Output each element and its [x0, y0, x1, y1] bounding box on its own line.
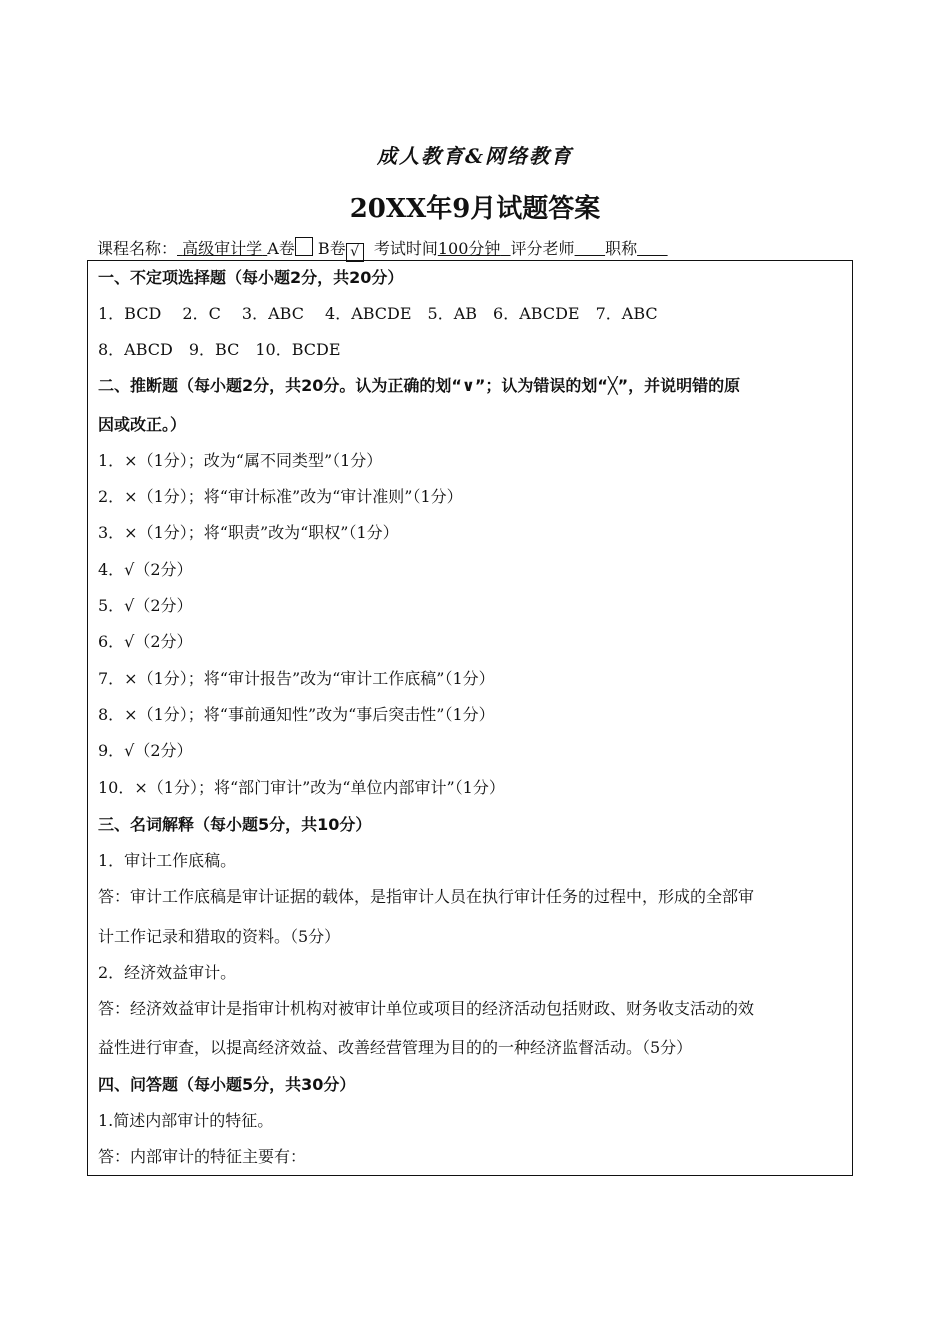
- exam-time-value: 100分钟: [437, 239, 501, 258]
- section-2-answer-4: 4．√（2分）: [98, 560, 193, 579]
- section-2-title-line-1: 二、推断题（每小题2分，共20分。认为正确的划“∨”；认为错误的划“╳”，并说明错的原: [98, 376, 741, 395]
- paper-b-label: B卷: [317, 239, 346, 258]
- course-info-line: [97, 236, 897, 262]
- section-2-answer-1: 1．×（1分）；改为“属不同类型”（1分）: [98, 451, 383, 470]
- job-title-blank: [637, 239, 668, 258]
- grader-blank: [575, 239, 606, 258]
- paper-a-label: A卷: [267, 239, 295, 258]
- section-4-question-1: 1.简述内部审计的特征。: [98, 1111, 274, 1130]
- section-2-answer-3: 3．×（1分）；将“职责”改为“职权”（1分）: [98, 523, 399, 542]
- section-3-answer-2-line-1: 答：经济效益审计是指审计机构对被审计单位或项目的经济活动包括财政、财务收支活动的效: [98, 999, 755, 1018]
- section-3-answer-1-line-1: 答：审计工作底稿是审计证据的载体，是指审计人员在执行审计任务的过程中，形成的全部审: [98, 887, 755, 906]
- section-3-question-2: 2．经济效益审计。: [98, 963, 237, 982]
- section-1-title: 一、不定项选择题（每小题2分，共20分）: [98, 268, 404, 287]
- exam-time-label: 考试时间: [373, 239, 438, 258]
- section-3-title: 三、名词解释（每小题5分，共10分）: [98, 815, 372, 834]
- institution-name: 成人教育&网络教育: [376, 144, 574, 168]
- job-title-label: 职称: [605, 239, 638, 258]
- section-2-answer-7: 7．×（1分）；将“审计报告”改为“审计工作底稿”（1分）: [98, 669, 495, 688]
- section-4-title: 四、问答题（每小题5分，共30分）: [98, 1075, 356, 1094]
- answer-sheet-box: [87, 260, 853, 1176]
- section-2-answer-5: 5．√（2分）: [98, 596, 193, 615]
- section-2-title-line-2: 因或改正。）: [98, 415, 187, 434]
- section-2-answer-10: 10．×（1分）；将“部门审计”改为“单位内部审计”（1分）: [98, 778, 505, 797]
- section-2-answer-6: 6．√（2分）: [98, 632, 193, 651]
- section-1-answers-row-1: 1．BCD 2．C 3．ABC 4．ABCDE 5．AB 6．ABCDE 7．ABC: [98, 304, 658, 323]
- section-2-answer-2: 2．×（1分）；将“审计标准”改为“审计准则”（1分）: [98, 487, 463, 506]
- section-3-answer-2-line-2: 益性进行审查，以提高经济效益、改善经营管理为目的的一种经济监督活动。（5分）: [98, 1038, 693, 1057]
- section-3-answer-1-line-2: 计工作记录和猎取的资料。（5分）: [98, 927, 341, 946]
- section-2-answer-8: 8．×（1分）；将“事前通知性”改为“事后突击性”（1分）: [98, 705, 495, 724]
- section-4-answer-1: 答：内部审计的特征主要有：: [98, 1147, 307, 1166]
- section-1-answers-row-2: 8．ABCD 9．BC 10．BCDE: [98, 340, 341, 359]
- grader-label: 评分老师: [510, 239, 575, 258]
- course-label: 课程名称：: [97, 239, 178, 258]
- paper-a-checkbox: [295, 237, 313, 256]
- paper-b-checkbox: √: [346, 243, 364, 262]
- section-3-question-1: 1．审计工作底稿。: [98, 851, 237, 870]
- page-title: 20XX年9月试题答案: [349, 194, 601, 224]
- section-2-answer-9: 9．√（2分）: [98, 741, 193, 760]
- course-name: 高级审计学: [182, 239, 263, 258]
